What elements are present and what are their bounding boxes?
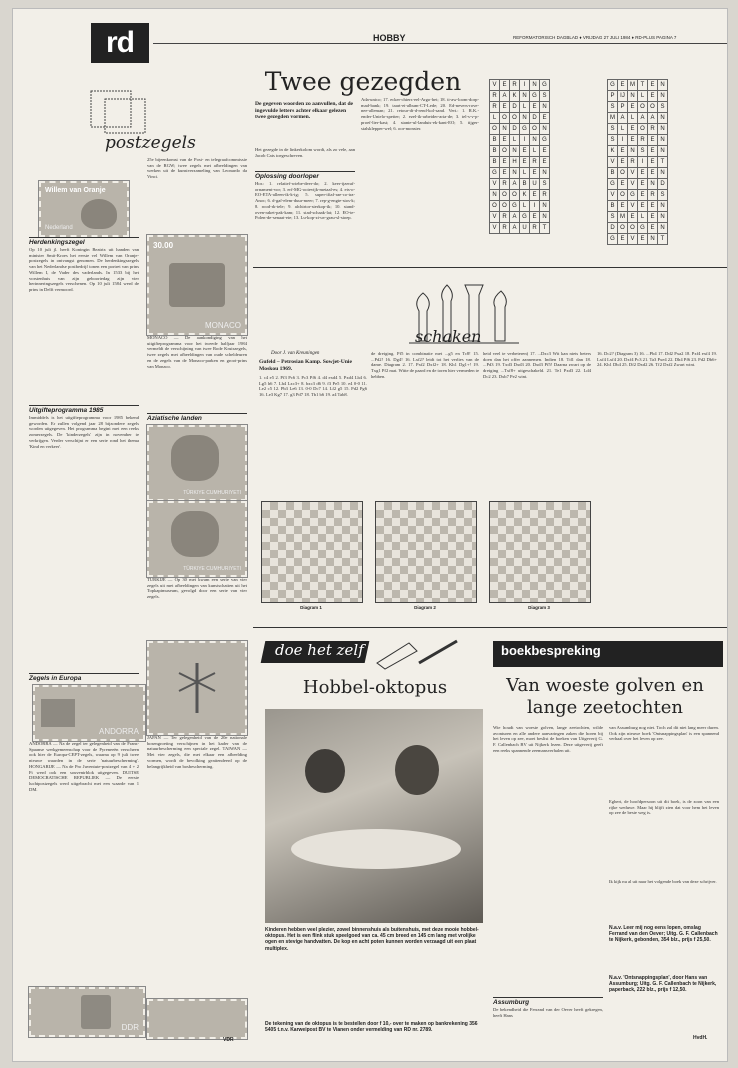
grid-cell: T (638, 80, 648, 91)
stamp-turkey-2 (147, 501, 247, 577)
diagram-3-caption: Diagram 3 (528, 605, 550, 610)
grid-cell: D (510, 124, 520, 135)
child-figure-right (395, 745, 439, 795)
grid-cell: N (658, 80, 668, 91)
grid-row (608, 168, 668, 179)
heading-uitgifteprogramma: Uitgifteprogramma 1985 (29, 405, 139, 414)
grid-cell: N (658, 223, 668, 234)
grid-row (490, 179, 550, 190)
grid-cell: U (520, 223, 530, 234)
grid-cell: O (638, 102, 648, 113)
grid-cell: A (510, 223, 520, 234)
grid-cell: E (628, 102, 638, 113)
grid-cell: P (608, 91, 618, 102)
divider (253, 267, 727, 268)
book-review-col2b: Eghert, de hoofdpersoon uit dit boek, is de zoon van een rijke weduwe. Maar hij blijft zien dat voor hem het leven op zee de beste weg is. (609, 799, 719, 816)
grid-cell: S (608, 102, 618, 113)
stamp-monaco-label: MONACO (205, 321, 241, 330)
stamp-willem-van-oranje (39, 181, 129, 237)
oktopus-rocker (291, 829, 461, 869)
grid-cell: R (530, 223, 540, 234)
grid-cell: N (628, 91, 638, 102)
grid-cell: I (618, 135, 628, 146)
grid-cell: E (500, 168, 510, 179)
grid-cell: V (490, 179, 500, 190)
divider (253, 627, 727, 628)
grid-row (490, 157, 550, 168)
doe-het-zelf-subtitle: Hobbel-oktopus (302, 677, 448, 698)
grid-cell: O (530, 124, 540, 135)
grid-cell: G (608, 80, 618, 91)
grid-cell: N (658, 124, 668, 135)
grid-row (490, 91, 550, 102)
grid-cell: T (540, 223, 550, 234)
chess-diagram-2 (375, 501, 477, 603)
grid-cell: D (658, 179, 668, 190)
grid-cell: N (540, 168, 550, 179)
chess-diagram-3 (489, 501, 591, 603)
grid-cell: L (520, 201, 530, 212)
grid-cell: E (500, 135, 510, 146)
hand-tools-icon (369, 633, 465, 673)
grid-cell: R (500, 223, 510, 234)
grid-cell: E (618, 157, 628, 168)
grid-cell: E (540, 146, 550, 157)
grid-cell: G (520, 212, 530, 223)
grid-cell: N (520, 113, 530, 124)
grid-cell: L (638, 212, 648, 223)
grid-cell: R (530, 157, 540, 168)
grid-cell: B (490, 146, 500, 157)
grid-row (608, 102, 668, 113)
postzegels-col1-text-a: Op 10 juli jl. heeft Koningin Beatrix uit handen van minister Smit-Kroes het eerste vel Willem van Oranje-postzegels in ontvangst genomen. De herdenkingszegels van het Nederlandse postbedrijf tonen een portret van prins Willem I, de Vader des vaderlands. In 1533 bij het vorstenhuis van zijn geboortedag zijn vier herinneringszegels verschenen. Op 10 juli 1584 werd de prins in Delft vermoord. (29, 247, 139, 292)
grid-cell: N (540, 212, 550, 223)
postzegels-col2-text-b: MONACO — De aankondiging van het uitgifteprogramma voor het tweede halfjaar 1984 vermeldt de verschijning van twee Rode Kruiszegels, twee zegels met afbeeldingen van oude scheldeuren en de zegels van de Monaco-parken en groot-prins van Monaco. (147, 335, 247, 369)
grid-cell: N (510, 168, 520, 179)
grid-cell: E (638, 190, 648, 201)
doorloper-solution-col2: Ada-unico; 17. ecker-chiers-eel-Argo-het; 18. ti-aw-loom-dorp-mad-bank; 19. taart-ei-album-CT-Lede; 20. Ed-nevers-rove-nee-alleman; 21. retour-dt-d-rend-kol-sand. Vert.: 1. R.K.-ender-Unielo-spetter; 2. ezel-ik-arbeider-aria-de; 3. tel-s-v-p-proef-lier-kast; 4. stanie-ul-landuis-ek-kant-EO; 5. tijger-stalsklepper-wel; 6. oor-monster. (361, 97, 479, 131)
stamp-andorra-label: ANDORRA (98, 727, 139, 736)
book-review-title: Van woeste golven en lange zeetochten (506, 675, 704, 718)
grid-cell: L (628, 113, 638, 124)
grid-cell: N (540, 201, 550, 212)
grid-cell: E (648, 201, 658, 212)
grid-cell: S (658, 190, 668, 201)
oktopus-order-info: De tekening van de oktopus is te bestellen door f 10,- over te maken op bankrekening 356 5405 t.n.v. Karweipost BV te Vianen onder vermelding van RD nr. 2789. (265, 1021, 478, 1034)
grid-cell: S (608, 135, 618, 146)
grid-cell: A (500, 91, 510, 102)
grid-cell: K (608, 146, 618, 157)
grid-cell: R (638, 135, 648, 146)
word-grid-left (489, 79, 550, 234)
grid-cell: S (540, 91, 550, 102)
grid-cell: O (500, 113, 510, 124)
grid-cell: N (658, 201, 668, 212)
grid-cell: T (658, 234, 668, 245)
grid-cell: D (608, 223, 618, 234)
grid-cell: E (628, 212, 638, 223)
child-figure-left (305, 749, 345, 793)
grid-cell: O (648, 102, 658, 113)
oktopus-caption: Kinderen hebben veel plezier, zowel binnenshuis als buitenshuis, met deze mooie hobbel-oktopus. Het is een flink stuk speelgoed van ca. 45 cm breed en 145 cm lang met vrolijke ogen en stevige handvatten. De kop en acht poten kunnen worden verzaagd uit een plaat multiplex. (265, 927, 479, 952)
stamp-turkey-2-label: TÜRKIYE CUMHURIYETI (183, 566, 241, 572)
grid-cell: N (648, 179, 658, 190)
grid-cell: I (520, 80, 530, 91)
grid-cell: E (648, 80, 658, 91)
grid-cell: N (658, 135, 668, 146)
grid-cell: E (520, 157, 530, 168)
grid-cell: R (510, 80, 520, 91)
stamp-turkey-2-image (171, 511, 219, 557)
grid-cell: E (618, 80, 628, 91)
grid-cell: E (638, 179, 648, 190)
grid-cell: N (648, 234, 658, 245)
hobbel-oktopus-photo (265, 709, 483, 923)
grid-row (490, 146, 550, 157)
grid-cell: G (540, 80, 550, 91)
section-title: HOBBY (373, 33, 406, 43)
grid-row (608, 113, 668, 124)
heading-oplossing-doorloper: Oplossing doorloper (255, 171, 355, 180)
grid-row (608, 212, 668, 223)
schaken-col4: 16. Dc2? (Diagram 3) 16. ...Pb4 17. Dd2 Pxa2 18. Pxf4 exf4 19. Lxf4 Lxf4 20. Dxf4 Pc3 21. Ta3 Pxe4 22. Dh4 Pf6 23. Pd2 Db6+ 24. Kh1 Db4 25. Df2 Dxd2 26. Tf2 Dxf2 Zwart wint. (597, 351, 717, 368)
grid-cell: V (608, 157, 618, 168)
portrait-figure (81, 199, 117, 229)
grid-row (490, 190, 550, 201)
grid-cell: N (658, 168, 668, 179)
grid-cell: H (510, 157, 520, 168)
grid-row (608, 135, 668, 146)
grid-cell: A (510, 212, 520, 223)
grid-cell: R (628, 157, 638, 168)
grid-cell: N (658, 212, 668, 223)
heading-herdenkingszegel: Herdenkingszegel (29, 237, 139, 246)
twee-gezegden-title: Twee gezegden (264, 67, 462, 96)
grid-cell: K (510, 91, 520, 102)
grid-cell: E (638, 201, 648, 212)
grid-cell: E (628, 135, 638, 146)
grid-cell: E (618, 234, 628, 245)
grid-cell: G (628, 190, 638, 201)
windmill-icon (149, 643, 239, 727)
grid-cell: R (500, 212, 510, 223)
grid-row (608, 124, 668, 135)
grid-cell: L (490, 113, 500, 124)
grid-cell: E (648, 168, 658, 179)
grid-cell: E (648, 146, 658, 157)
book-reference-2: N.a.v. 'Ontsnappingsplan', door Hans van Assumburg; Uitg. G. F. Callenbach te Nijkerk, paperback, 222 blz., prijs f 12,50. (609, 975, 717, 994)
newspaper-page (12, 8, 728, 1062)
grid-row (490, 80, 550, 91)
stamp-monaco (147, 235, 247, 335)
grid-cell: R (490, 102, 500, 113)
grid-cell: O (618, 190, 628, 201)
grid-row (608, 146, 668, 157)
grid-cell: IJ (618, 91, 628, 102)
diagram-2-caption: Diagram 2 (414, 605, 436, 610)
grid-cell: G (608, 179, 618, 190)
grid-cell: L (520, 168, 530, 179)
grid-cell: S (608, 212, 618, 223)
grid-cell: E (648, 135, 658, 146)
stamp-ddr-label: DDR (121, 1023, 139, 1032)
grid-cell: O (510, 190, 520, 201)
stamp-icon (85, 87, 155, 137)
twee-gezegden-intro: Het gezegde in de linkerkolom wordt, als zo vele, aan Jacob Cats toegeschreven. (255, 147, 355, 158)
stamp-ddr (29, 987, 145, 1037)
grid-cell: A (638, 113, 648, 124)
grid-cell: E (530, 190, 540, 201)
grid-cell: V (490, 223, 500, 234)
postzegels-byline: VDR (223, 1037, 234, 1043)
grid-cell: R (500, 179, 510, 190)
stamp-turkey-1 (147, 425, 247, 501)
grid-cell: P (618, 102, 628, 113)
grid-cell: U (530, 179, 540, 190)
postzegels-heading: postzegels (105, 133, 196, 153)
grid-cell: M (608, 113, 618, 124)
grid-cell: K (520, 190, 530, 201)
grid-cell: A (510, 179, 520, 190)
grid-cell: G (490, 168, 500, 179)
grid-row (608, 223, 668, 234)
grid-cell: S (540, 179, 550, 190)
grid-cell: R (490, 91, 500, 102)
grid-cell: E (500, 157, 510, 168)
book-review-col2: van Assumburg nog niet. Toch zal dit niet lang meer duren. Ook zijn nieuwe boek 'Ontsnappingsplan' is een spannend verhaal over het leven op zee. (609, 725, 719, 742)
grid-cell: V (490, 212, 500, 223)
schaken-col3: heid veel te verbeteren) 17. ...Dxc3 Wit kan niets beters doen dan het offer aannemen. Indien 18. Td1 dan 18. ...Pd3 19. Txd3 Dxd3 20. Dxd3 Pf5! Daarna zwart op de dreiging ...Txf8+ uitgeschakeld. 21. Te1 Pxd3 22. Ld4 Dc2 23. Dxb7 Pe2 wint. (483, 351, 591, 379)
grid-cell: E (648, 212, 658, 223)
grid-cell: O (638, 124, 648, 135)
postzegels-col1-text-b: Immiddels is het uitgifteprogramma voor 1985 bekend geworden. Er zullen volgend jaar 28 bijzondere zegels worden uitgegeven. Het programma begint met een reeks zomerzegels. De 'kinderzegels' zijn in november te verkrijgen. Verder verschijnt er een serie rond het thema 'Kind en verkeer'. (29, 415, 139, 449)
book-reference-1: N.a.v. Leer mij nog eens lopen, omslag Ferrand van den Oever; Uitg. G. F. Callenbach te Nijkerk, gebonden, 354 blz., prijs f 25,50. (609, 925, 718, 944)
grid-cell: N (628, 146, 638, 157)
grid-cell: E (500, 102, 510, 113)
grid-row (608, 157, 668, 168)
grid-cell: O (490, 201, 500, 212)
grid-cell: B (608, 168, 618, 179)
grid-cell: L (530, 146, 540, 157)
grid-row (490, 168, 550, 179)
grid-row (490, 102, 550, 113)
grid-cell: V (628, 201, 638, 212)
book-review-col2c: Ik kijk nu al uit naar het volgende boek van deze schrijver. (609, 879, 717, 884)
grid-cell: N (540, 102, 550, 113)
grid-cell: O (490, 124, 500, 135)
postzegels-col1-text-c: ANDORRA — Na de zegel ter gelegenheid van de Frans-Spaanse werkgemeenschap voor de Pyreneeën verscheen ook hier de Europa-CEPT-zegels, waarna op 9 juli twee nieuwe waarden in de serie 'natuurbescherming'. HONGARIJE — Na de Pro Juventute-postzegel van 4 + 2 Ft werd ook een souvenirblok uitgegeven. DUITSE DEMOCRATISCHE REPUBLIEK — De eerste luchtpostzegels werd uitgebracht met een waarde van 1 DM. (29, 741, 139, 792)
grid-row (608, 91, 668, 102)
grid-cell: S (658, 102, 668, 113)
grid-cell: E (648, 223, 658, 234)
heading-zegels-in-europa: Zegels in Europa (29, 673, 139, 682)
schaken-byline: Door J. van Kreuningen (271, 351, 320, 356)
grid-row (608, 190, 668, 201)
grid-cell: V (490, 80, 500, 91)
grid-cell: O (500, 201, 510, 212)
grid-cell: A (618, 113, 628, 124)
postzegels-col2-text-c: TURKIJE — Op 30 mei kwam een serie van vier zegels uit met afbeeldingen van kunstschatten uit het Topkapimuseum, gevolgd door een serie van vier zegels. (147, 577, 247, 600)
grid-cell: V (628, 168, 638, 179)
diagram-1-caption: Diagram 1 (300, 605, 322, 610)
grid-cell: G (520, 124, 530, 135)
grid-cell: B (608, 201, 618, 212)
stamp-country-label: Nederland (45, 225, 73, 231)
grid-cell: E (530, 102, 540, 113)
heading-aziatische-landen: Aziatische landen (147, 413, 247, 422)
grid-cell: O (628, 223, 638, 234)
grid-cell: O (618, 168, 628, 179)
grid-cell: S (608, 124, 618, 135)
grid-row (490, 124, 550, 135)
grid-cell: D (510, 102, 520, 113)
grid-cell: R (648, 190, 658, 201)
grid-row (608, 201, 668, 212)
grid-cell: N (658, 91, 668, 102)
grid-cell: E (540, 157, 550, 168)
grid-cell: I (520, 135, 530, 146)
grid-cell: N (510, 146, 520, 157)
grid-cell: L (520, 102, 530, 113)
grid-cell: D (530, 113, 540, 124)
grid-cell: O (500, 146, 510, 157)
stamp-ddr-image (81, 995, 111, 1029)
grid-row (490, 223, 550, 234)
heading-assumburg: Assumburg (493, 997, 603, 1006)
rd-logo: rd (91, 23, 149, 63)
grid-cell: T (658, 157, 668, 168)
grid-cell: A (648, 113, 658, 124)
grid-cell: O (618, 223, 628, 234)
grid-cell: E (618, 201, 628, 212)
schaken-game-title: Gufeld – Petrosian Kamp. Sowjet-Unie Moskou 1969. (259, 359, 352, 372)
grid-row (608, 234, 668, 245)
grid-cell: O (510, 113, 520, 124)
grid-cell: N (658, 146, 668, 157)
grid-cell: L (638, 91, 648, 102)
grid-row (608, 179, 668, 190)
grid-cell: B (490, 135, 500, 146)
grid-cell: G (530, 91, 540, 102)
stamp-bottom (147, 999, 247, 1039)
word-grid-right (607, 79, 668, 245)
grid-cell: E (618, 179, 628, 190)
grid-cell: L (618, 124, 628, 135)
grid-cell: N (530, 80, 540, 91)
grid-cell: E (628, 124, 638, 135)
grid-cell: N (658, 113, 668, 124)
stamp-taiwan-windmill (147, 641, 247, 735)
stamp-monaco-value: 30.00 (153, 241, 174, 250)
grid-cell: O (500, 190, 510, 201)
boekbespreking-banner: boekbespreking (493, 641, 723, 667)
grid-cell: N (540, 124, 550, 135)
grid-row (608, 80, 668, 91)
stamp-portrait-label: Willem van Oranje (45, 187, 106, 194)
postzegels-col2-text-d: JAPAN — Ter gelegenheid van de 20e nationale bosengroeiing verschijnen in het kader van de natuurbescherming een speciale zegel. TAIWAN — Met vier zegels, die met elkaar een afbeelding vormen, wordt de bevolking geattendeerd op de belangrijkheid van bosbescherming. (147, 735, 247, 769)
grid-cell: G (510, 201, 520, 212)
grid-cell: N (490, 190, 500, 201)
grid-cell: V (608, 190, 618, 201)
grid-cell: M (628, 80, 638, 91)
twee-gezegden-lede: De gegeven woorden zo aanvullen, dat de ingevulde letters achter elkaar gelezen twee gezegden vormen. (255, 101, 354, 121)
grid-row (490, 212, 550, 223)
grid-cell: R (648, 124, 658, 135)
grid-cell: S (638, 146, 648, 157)
grid-cell: E (530, 212, 540, 223)
postzegels-col2-text-a: 25e bijeenkomst van de Post- en telegraafcommissie van de RGW; twee zegels met afbeeldingen van werken uit de kunstverzameling van Leonardo da Vinci. (147, 157, 247, 180)
stamp-monaco-image (169, 263, 225, 307)
grid-cell: L (510, 135, 520, 146)
header-rule (153, 43, 727, 44)
grid-cell: N (520, 91, 530, 102)
schaken-heading: schaken (415, 327, 482, 346)
header-meta: REFORMATORISCH DAGBLAD ♦ VRIJDAG 27 JULI 1984 ♦ RD-PLUS PAGINA 7 (513, 35, 677, 40)
stamp-andorra (33, 685, 145, 741)
grid-cell: E (540, 113, 550, 124)
grid-cell: E (500, 80, 510, 91)
stamp-andorra-image (41, 699, 75, 727)
grid-row (490, 113, 550, 124)
grid-cell: V (628, 234, 638, 245)
grid-cell: G (608, 234, 618, 245)
grid-cell: E (638, 234, 648, 245)
grid-cell: E (520, 146, 530, 157)
grid-cell: B (520, 179, 530, 190)
grid-cell: G (540, 135, 550, 146)
book-review-col1: Wie houdt van woeste golven, lange zeetochten, wilde avonturen en alle andere aanvaringen zaken die horen bij het leven op zee, moet beslist de boeken van Uitgeverij G. F. Callenbach BV uit Nijkerk lezen. Deze uitgeverij geeft een reeks spannende zeemansverhalen uit. (493, 725, 603, 753)
grid-cell: M (618, 212, 628, 223)
chess-diagram-1 (261, 501, 363, 603)
grid-cell: B (490, 157, 500, 168)
schaken-col1: 1. c4 e5 2. Pf3 Pc6 3. Pc3 Pf6 4. d4 exd4 5. Pxd4 Lb4 6. Lg5 h6 7. Lh4 Lxc3+ 8. bxc3 d6 9. f3 Pe5 10. e4 0-0 11. Le2 c5 12. Pb3 Le6 13. 0-0 Dc7 14. Lf2 g5 15. Pd2 Pg6 16. Le3 Kg7 17. g3 Pd7 18. Tb1 b6 19. a4 Tab8. (259, 375, 367, 398)
stamp-turkey-1-image (171, 435, 219, 481)
book-review-col1b: De bekendheid die Ferrand van der Oever heeft gekregen, heeft Hans (493, 1007, 603, 1018)
grid-cell: E (530, 168, 540, 179)
grid-cell: I (638, 157, 648, 168)
grid-cell: I (530, 201, 540, 212)
grid-cell: E (648, 91, 658, 102)
doe-het-zelf-heading: doe het zelf (275, 641, 364, 659)
grid-cell: E (618, 146, 628, 157)
stamp-turkey-1-label: TÜRKIYE CUMHURIYETI (183, 490, 241, 496)
grid-row (490, 201, 550, 212)
grid-cell: V (628, 179, 638, 190)
grid-cell: G (638, 223, 648, 234)
grid-cell: E (648, 157, 658, 168)
grid-cell: N (500, 124, 510, 135)
schaken-col2: de dreiging. Pf5 in combinatie met ...g5 en Tc8! 15. ...Pd2! 16. Dg4! 16. Lxf2? leidt tot het verlies van de dame. Diagram 2. 17. Pxf2 Dxf2+ 18. Kh1 Dg1+! 19. Txg1 Pf2 mat. Witte de paard en de toren hier vermeden te hebben. (371, 351, 479, 379)
book-review-byline: HvdH. (693, 1035, 708, 1041)
doorloper-solution-col1: Hor.: 1. relatief-wiebe-deer-do; 2. keer-ijzeraf-ornament-vor; 3. erf-MG-ooievijk-metaal-es; 4. ets-o-EO-ETA-alleen-ik-k-ig; 5. super-ifiaf-rae-co-tra-Anoc; 6. d-gaf-elem-duur-meer; 7. rep-g-engte-stos-k; 8. rood-rk-tele; 9. alchirtor-sterkop-ik; 10. stand-oven-raket-pak-kam; 11. stad-schaak-lat; 12. EO-te-Polen-de-senaat-eie; 13. Lu-kop-zi-uv-grau-sl-stoep. (255, 181, 355, 221)
grid-cell: N (530, 135, 540, 146)
grid-cell: E (638, 168, 648, 179)
grid-cell: R (540, 190, 550, 201)
grid-row (490, 135, 550, 146)
